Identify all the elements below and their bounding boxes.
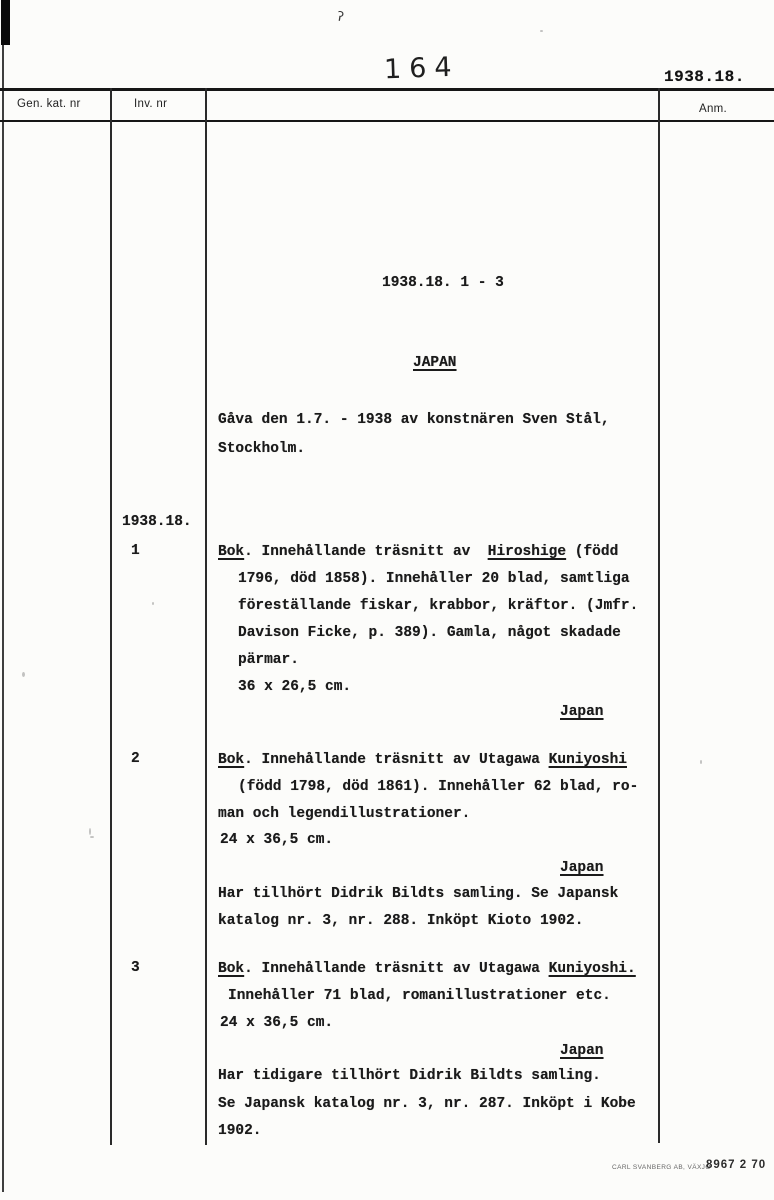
inv-number xyxy=(131,961,140,976)
text-segment: 1 xyxy=(131,543,140,559)
scan-speck xyxy=(22,672,25,677)
entry-line xyxy=(218,962,636,977)
origin-label xyxy=(560,1044,604,1059)
column-header-inv-nr: Inv. nr xyxy=(134,98,168,110)
text-segment: Stockholm. xyxy=(218,441,306,457)
underlined-text: Bok xyxy=(218,752,245,768)
text-segment: . Innehållande träsnitt av Utagawa xyxy=(244,752,549,768)
text-segment: . Innehållande träsnitt av xyxy=(244,544,488,560)
text-segment: Se Japansk katalog nr. 3, nr. 287. Inköpt i Kobe xyxy=(218,1096,636,1112)
text-segment: 1938.18. 1 - 3 xyxy=(382,275,504,291)
entry-line xyxy=(238,626,621,641)
pencil-squiggle: ʔ xyxy=(335,9,345,26)
entry-line xyxy=(218,753,627,768)
text-segment: 2 xyxy=(131,751,140,767)
origin-label xyxy=(560,861,604,876)
table-divider-2 xyxy=(205,88,207,1145)
underlined-text: Bok xyxy=(218,961,245,977)
page-number-handwritten: 164 xyxy=(383,51,461,86)
scan-speck xyxy=(89,828,91,835)
entry-line xyxy=(238,572,630,587)
text-segment: föreställande fiskar, krabbor, kräftor. (Jmfr. xyxy=(238,598,639,614)
page-edge-line xyxy=(2,0,4,1192)
provenance-line xyxy=(218,914,583,929)
entry-line xyxy=(238,599,638,614)
text-segment: 3 xyxy=(131,960,140,976)
text-segment: Gåva den 1.7. - 1938 av konstnären Sven Stål, xyxy=(218,412,610,428)
entry-line xyxy=(238,680,351,695)
underlined-text: Bok xyxy=(218,544,245,560)
gift-note-line xyxy=(218,442,305,457)
text-segment: 1796, död 1858). Innehåller 20 blad, samtliga xyxy=(238,571,630,587)
provenance-line xyxy=(218,1069,601,1084)
printer-code: 8967 2 70 xyxy=(706,1159,767,1171)
scan-speck xyxy=(700,760,702,764)
reference-number: 1938.18. xyxy=(664,68,745,86)
underlined-text: Japan xyxy=(560,860,604,876)
inv-number xyxy=(131,544,140,559)
text-segment: 24 x 36,5 cm. xyxy=(220,1015,334,1031)
entry-line xyxy=(238,780,638,795)
entry-line xyxy=(228,989,611,1004)
printer-imprint: CARL SVANBERG AB, VÄXJÖ xyxy=(612,1164,711,1171)
page-edge-bar xyxy=(1,0,10,45)
provenance-line xyxy=(218,1124,262,1139)
table-divider-3 xyxy=(658,88,660,1143)
provenance-line xyxy=(218,887,618,902)
column-header-anm: Anm. xyxy=(699,103,728,115)
entry-line xyxy=(218,545,618,560)
section-ref xyxy=(382,276,504,291)
underlined-text: Hiroshige xyxy=(487,544,567,560)
scan-speck xyxy=(90,836,94,838)
entry-line xyxy=(238,653,299,668)
inv-group-number xyxy=(122,515,192,530)
text-segment: (född xyxy=(566,544,619,560)
entry-line xyxy=(218,807,470,822)
underlined-text: JAPAN xyxy=(413,355,457,371)
table-divider-1 xyxy=(110,88,112,1145)
provenance-line xyxy=(218,1097,636,1112)
scan-speck xyxy=(540,30,543,32)
text-segment: Davison Ficke, p. 389). Gamla, något skadade xyxy=(238,625,621,641)
origin-label xyxy=(560,705,604,720)
text-segment: Har tidigare tillhört Didrik Bildts samling. xyxy=(218,1068,601,1084)
text-segment: man och legendillustrationer. xyxy=(218,806,471,822)
inv-number xyxy=(131,752,140,767)
underlined-text: Japan xyxy=(560,1043,604,1059)
text-segment: katalog nr. 3, nr. 288. Inköpt Kioto 1902. xyxy=(218,913,584,929)
text-segment: 24 x 36,5 cm. xyxy=(220,832,334,848)
text-segment: 1938.18. xyxy=(122,514,192,530)
scan-speck xyxy=(152,602,154,605)
text-segment: Innehåller 71 blad, romanillustrationer etc. xyxy=(228,988,611,1004)
gift-note-line xyxy=(218,413,610,428)
country-heading xyxy=(413,356,457,371)
text-segment: Har tillhört Didrik Bildts samling. Se Japansk xyxy=(218,886,619,902)
text-segment: 36 x 26,5 cm. xyxy=(238,679,352,695)
text-segment: 1902. xyxy=(218,1123,262,1139)
text-segment: (född 1798, död 1861). Innehåller 62 blad, ro- xyxy=(238,779,639,795)
text-segment: pärmar. xyxy=(238,652,299,668)
entry-line xyxy=(220,1016,333,1031)
underlined-text: Kuniyoshi. xyxy=(548,961,636,977)
underlined-text: Japan xyxy=(560,704,604,720)
underlined-text: Kuniyoshi xyxy=(548,752,627,768)
text-segment: . Innehållande träsnitt av Utagawa xyxy=(244,961,549,977)
entry-line xyxy=(220,833,333,848)
column-header-gen-kat-nr: Gen. kat. nr xyxy=(17,98,81,110)
